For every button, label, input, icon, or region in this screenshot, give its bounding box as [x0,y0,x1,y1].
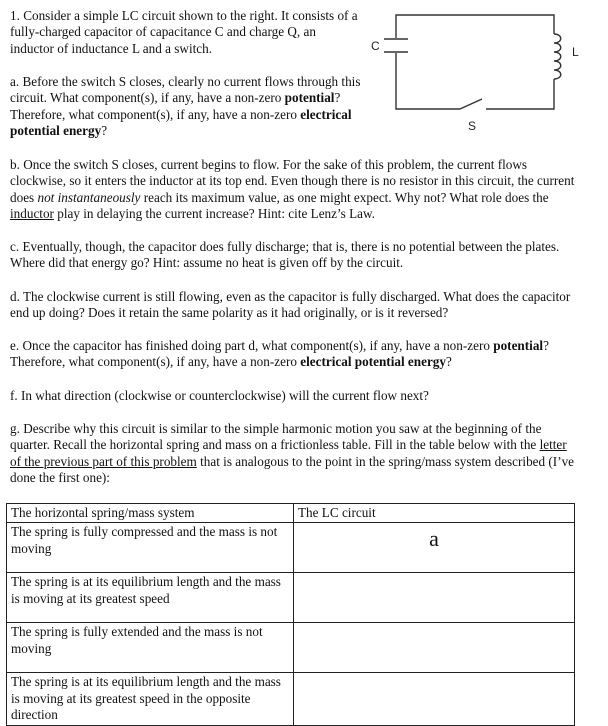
part-e-paragraph: e. Once the capacitor has finished doing part d, what component(s), if any, have a non-zero potential? Therefore, what component(s), if any, have a non-zero electrical potential energy? [10,338,549,370]
part-a-paragraph: a. Before the switch S closes, clearly no current flows through this circuit. What component(s), if any, have a non-zero potential? Therefore, what component(s), if any, have a non-zero electrical potential energy? [10,74,361,139]
analogy-table [6,503,575,726]
switch-label: S [468,119,477,133]
part-f-paragraph: f. In what direction (clockwise or counterclockwise) will the current flow next? [10,388,429,403]
header-lc-circuit: The LC circuit [294,504,575,523]
part-b-paragraph: b. Once the switch S closes, current begins to flow. For the sake of this problem, the current flows clockwise, so it enters the inductor at its top end. Even though there is no resistor in this circuit, the current does not instantaneously reach its maximum value, as one might expect. Why not? What role does the inductor play in delaying the current increase? Hint: cite Lenz’s Law. [10,157,575,222]
capacitor-label: C [371,39,380,53]
table-row [7,673,575,725]
inductor-coil [554,34,561,79]
lc-circuit-diagram [360,8,590,138]
row-state: The spring is at its equilibrium length and the mass is moving at its greatest speed in the opposite direction [7,673,294,725]
header-spring-mass: The horizontal spring/mass system [7,504,294,523]
inductor-label: L [572,45,579,59]
table-row [7,573,575,623]
row-state: The spring is fully compressed and the mass is not moving [7,523,294,573]
intro-paragraph: 1. Consider a simple LC circuit shown to the right. It consists of a fully-charged capacitor of capacitance C and charge Q, an inductor of inductance L and a switch. [10,8,358,56]
table-row [7,623,575,673]
answer-cell[interactable] [294,623,575,673]
row-state: The spring is at its equilibrium length and the mass is moving at its greatest speed [7,573,294,623]
answer-cell[interactable] [294,673,575,725]
table-header-row [7,504,575,523]
answer-cell[interactable]: a [294,523,575,573]
answer-cell[interactable] [294,573,575,623]
part-d-paragraph: d. The clockwise current is still flowing, even as the capacitor is fully discharged. What does the capacitor end up doing? Does it retain the same polarity as it had originally, or is it reversed? [10,289,571,321]
switch-blade [460,99,482,109]
part-g-paragraph: g. Describe why this circuit is similar to the simple harmonic motion you saw at the beginning of the quarter. Recall the horizontal spring and mass on a frictionless table. Fill in the table below with the letter of the previous part of this problem that is analogous to the point in the spring/mass system described (I’ve done the first one): [10,421,575,486]
row-state: The spring is fully extended and the mass is not moving [7,623,294,673]
table-row [7,523,575,573]
part-c-paragraph: c. Eventually, though, the capacitor does fully discharge; that is, there is no potential between the plates. Where did that energy go? Hint: assume no heat is given off by the circuit. [10,239,560,271]
